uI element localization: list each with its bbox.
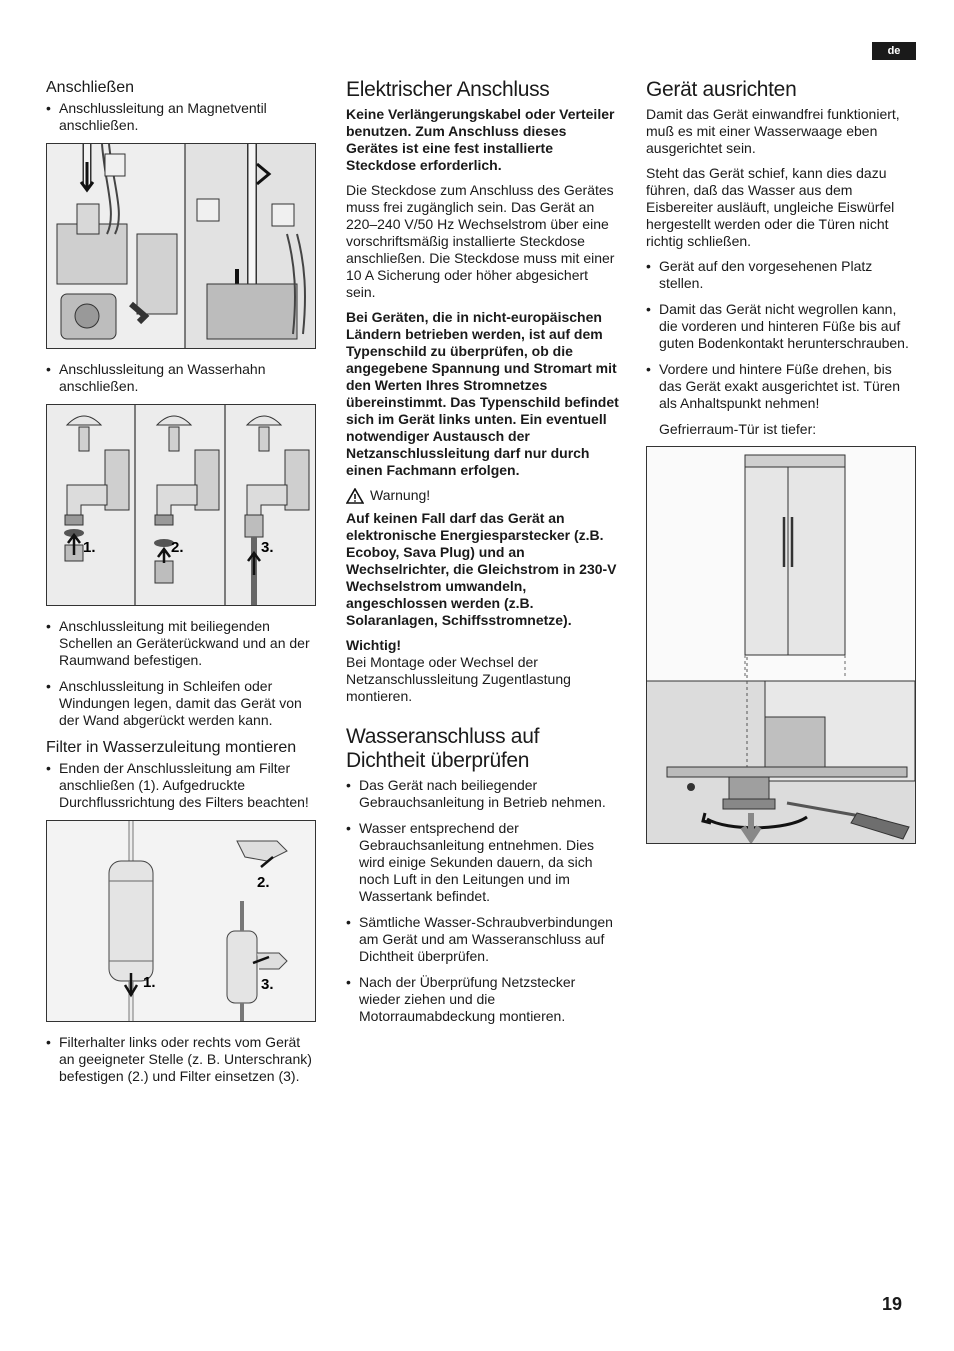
list-ausrichten (646, 258, 918, 412)
heading-geraet-ausrichten: Gerät ausrichten (646, 78, 797, 101)
list-item: • Sämtliche Wasser-Schraubverbindungen am Gerät und am Wasseranschluss auf Dichtheit überprüfen. (346, 914, 620, 965)
list-anschliessen-1 (46, 100, 318, 134)
ausrichten-illustration (647, 447, 915, 843)
filter-illustration (47, 821, 315, 1021)
paragraph: Bei Geräten, die in nicht-europäischen Ländern betrieben werden, ist auf dem Typenschild zu überprüfen, ob die angegebene Spannung und Stromart mit den Werten Ihres Stromnetzes übereinstimmt. Das Typenschild befindet sich im Gerät links unten. Ein eventuell notwendiger Austausch der Netzanschlussleitung darf nur durch einen Fachmann erfolgen. (346, 309, 619, 478)
paragraph: Damit das Gerät einwandfrei funktioniert, muß es mit einer Wasserwaage eben ausgerichtet sein. (646, 106, 900, 156)
gefrierraum-note: Gefrierraum-Tür ist tiefer: (659, 421, 817, 437)
step-label: 3. (261, 539, 274, 556)
list-item: • Gerät auf den vorgesehenen Platz stellen. (646, 258, 918, 292)
figure-magnetventil (46, 143, 316, 349)
list-item: • Anschlussleitung an Magnetventil anschließen. (46, 100, 318, 134)
paragraph: Die Steckdose zum Anschluss des Gerätes muss frei zugänglich sein. Das Gerät an 220–240 V/50 Hz Wechselstrom über eine vorschriftsmäßig installierte Steckdose anschließen. Die Steckdose muss mit einer 10 A Sicherung oder höher abgesichert sein. (346, 182, 615, 300)
list-item: • Anschlussleitung mit beiliegenden Schellen an Geräterückwand und an der Raumwand befestigen. (46, 618, 318, 669)
wichtig-label: Wichtig! (346, 637, 402, 653)
column-left (46, 78, 318, 1094)
list-item: • Wasser entsprechend der Gebrauchsanleitung entnehmen. Dies wird einige Sekunden dauern, da sich noch Luft in den Leitungen und im Wassertank befindet. (346, 820, 620, 905)
list-item: • Filterhalter links oder rechts vom Gerät an geeigneter Stelle (z. B. Unterschrank) befestigen (2.) und Filter einsetzen (3). (46, 1034, 318, 1085)
wasserhahn-illustration (47, 405, 315, 605)
warning-label: Warnung! (370, 487, 431, 503)
column-middle (346, 78, 620, 1034)
list-item: • Anschlussleitung in Schleifen oder Windungen legen, damit das Gerät von der Wand abgerückt werden kann. (46, 678, 318, 729)
list-anschliessen-2 (46, 361, 318, 395)
paragraph: Keine Verlängerungskabel oder Verteiler benutzen. Zum Anschluss dieses Gerätes ist eine fest installierte Steckdose erforderlich. (346, 106, 615, 173)
list-anschliessen-3 (46, 618, 318, 729)
list-item: • Nach der Überprüfung Netzstecker wieder ziehen und die Motorraumabdeckung montieren. (346, 974, 620, 1025)
list-wasseranschluss (346, 777, 620, 1025)
step-label: 2. (257, 874, 270, 891)
step-label: 2. (171, 539, 184, 556)
list-filter-1 (46, 760, 318, 811)
column-right (646, 78, 918, 856)
step-label: 1. (83, 539, 96, 556)
figure-wasserhahn (46, 404, 316, 606)
list-item: • Anschlussleitung an Wasserhahn anschließen. (46, 361, 318, 395)
warning-row (346, 487, 620, 504)
list-item: • Das Gerät nach beiliegender Gebrauchsanleitung in Betrieb nehmen. (346, 777, 620, 811)
heading-anschliessen: Anschließen (46, 79, 135, 96)
warning-icon (346, 488, 364, 504)
list-item: • Damit das Gerät nicht wegrollen kann, die vorderen und hinteren Füße bis auf guten Bodenkontakt herunterschrauben. (646, 301, 918, 352)
heading-wasseranschluss: Wasseranschluss auf Dichtheit überprüfen (346, 725, 540, 772)
step-label: 3. (261, 976, 274, 993)
language-tag: de (872, 42, 916, 60)
list-item: • Vordere und hintere Füße drehen, bis das Gerät exakt ausgerichtet ist. Türen als Anhaltspunkt nehmen! (646, 361, 918, 412)
magnetventil-illustration (47, 144, 315, 348)
heading-filter: Filter in Wasserzuleitung montieren (46, 739, 297, 756)
list-item: • Enden der Anschlussleitung am Filter anschließen (1). Aufgedruckte Durchflussrichtung des Filters beachten! (46, 760, 318, 811)
paragraph: Bei Montage oder Wechsel der Netzanschlussleitung Zugentlastung montieren. (346, 654, 571, 704)
heading-elektrischer-anschluss: Elektrischer Anschluss (346, 78, 550, 101)
figure-filter (46, 820, 316, 1022)
figure-ausrichten (646, 446, 916, 844)
paragraph: Auf keinen Fall darf das Gerät an elektronische Energiesparstecker (z.B. Ecoboy, Sava Plug) und an Wechselrichter, die Gleichstrom in 230-V Wechselstrom umwandeln, angeschlossen werden (z.B. Solaranlagen, Schiffsstromnetze). (346, 510, 617, 628)
list-filter-2 (46, 1034, 318, 1085)
page-number: 19 (882, 1294, 903, 1314)
paragraph: Steht das Gerät schief, kann dies dazu führen, daß das Wasser aus dem Eisbereiter ausläuft, ungleiche Eiswürfel hergestellt werden oder die Türen nicht richtig schließen. (646, 165, 895, 249)
step-label: 1. (143, 974, 156, 991)
